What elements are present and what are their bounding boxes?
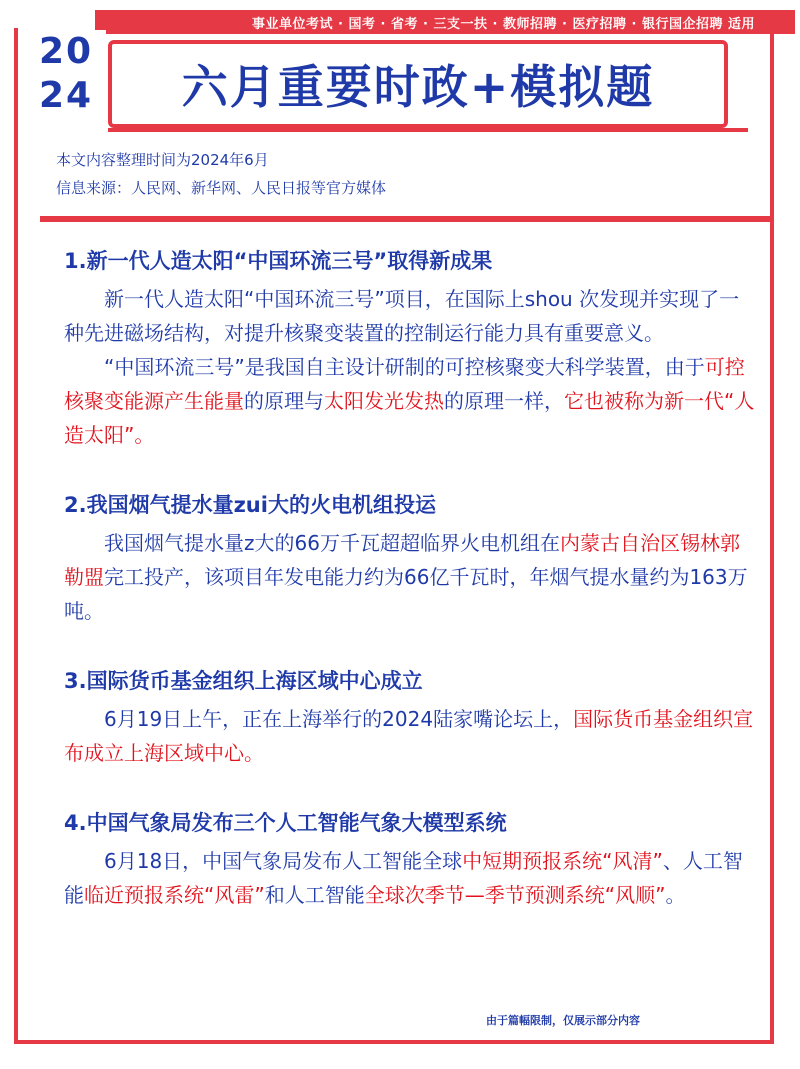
text: 完工投产，该项目年发电能力约为66亿千瓦时，年烟气提水量约为163万吨。 <box>64 565 748 623</box>
highlight-text: 可控核聚变能源产生能量 <box>64 355 745 413</box>
section-2 <box>64 490 758 628</box>
section-2-heading: 2.我国烟气提水量zui大的火电机组投运 <box>64 493 436 517</box>
section-4 <box>64 808 758 912</box>
text: “中国环流三号”是我国自主设计研制的可控核聚变大科学装置，由于 <box>104 355 705 379</box>
section-3-para <box>64 702 758 770</box>
year-badge <box>26 30 106 130</box>
top-banner <box>95 10 795 34</box>
page-title: 六月重要时政+模拟题 <box>181 60 655 114</box>
meta-source: 信息来源：人民网、新华网、人民日报等官方媒体 <box>56 179 387 197</box>
section-4-heading: 4.中国气象局发布三个人工智能气象大模型系统 <box>64 811 507 835</box>
banner-text: 事业单位考试 · 国考 · 省考 · 三支一扶 · 教师招聘 · 医疗招聘 · 银行国企招聘 适用 <box>252 16 755 32</box>
section-4-para <box>64 844 758 912</box>
highlight-text: 全球次季节—季节预测系统“风顺” <box>364 883 666 907</box>
title-box <box>108 40 728 128</box>
text: 我国烟气提水量z大的66万千瓦超超临界火电机组在 <box>104 531 560 555</box>
text: 、人工智能 <box>64 849 743 907</box>
highlight-text: 中短期预报系统“风清” <box>462 849 663 873</box>
meta-date: 本文内容整理时间为2024年6月 <box>56 151 269 169</box>
section-3-heading: 3.国际货币基金组织上海区域中心成立 <box>64 669 423 693</box>
highlight-text: 临近预报系统“风雷” <box>84 883 265 907</box>
text: 6月18日，中国气象局发布人工智能全球 <box>104 849 463 873</box>
article-content <box>64 246 758 950</box>
text: 和人工智能 <box>264 883 365 907</box>
section-1-heading: 1.新一代人造太阳“中国环流三号”取得新成果 <box>64 249 493 273</box>
highlight-text: 国际货币基金组织宣布成立上海区域中心。 <box>64 707 754 765</box>
text: 的原理一样， <box>444 389 564 413</box>
text: 的原理与 <box>244 389 324 413</box>
year-line-2: 24 <box>38 75 94 116</box>
section-1-para-2 <box>64 350 758 452</box>
highlight-text: 太阳发光发热 <box>324 389 444 413</box>
year-line-1: 20 <box>38 31 94 72</box>
footer-note: 由于篇幅限制，仅展示部分内容 <box>486 1014 640 1027</box>
section-1-para-1: 新一代人造太阳“中国环流三号”项目，在国际上shou 次发现并实现了一种先进磁场结构，对提升核聚变装置的控制运行能力具有重要意义。 <box>64 287 740 345</box>
meta-divider <box>40 216 770 222</box>
text: 6月19日上午，正在上海举行的2024陆家嘴论坛上， <box>104 707 574 731</box>
highlight-text: 它也被称为新一代“人造太阳”。 <box>64 389 755 447</box>
section-3 <box>64 666 758 770</box>
section-2-para <box>64 526 758 628</box>
highlight-text: 内蒙古自治区锡林郭勒盟 <box>64 531 740 589</box>
meta-info <box>56 146 756 202</box>
section-1 <box>64 246 758 452</box>
title-underline <box>108 128 748 132</box>
text: 。 <box>665 883 686 907</box>
